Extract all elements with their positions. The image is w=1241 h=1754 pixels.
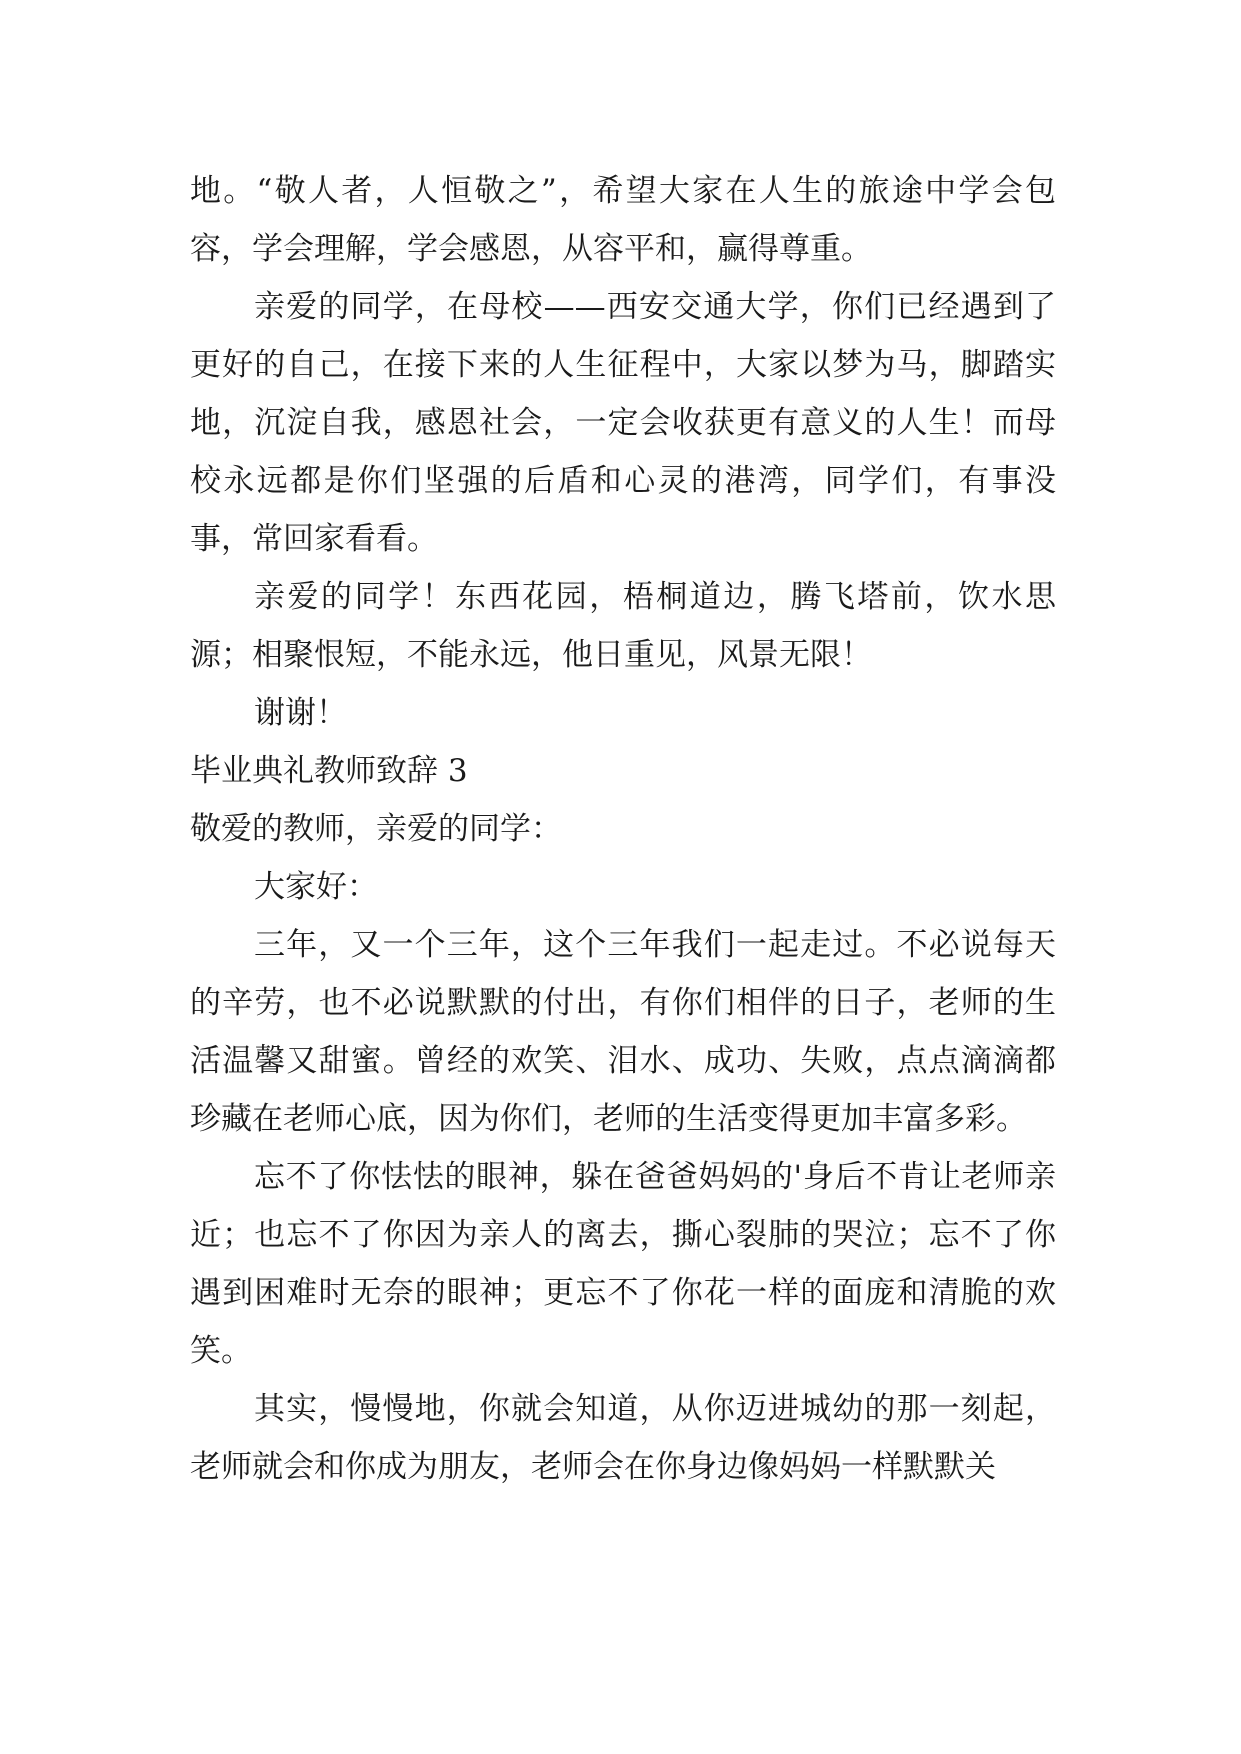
- paragraph-1: 地。“敬人者，人恒敬之”，希望大家在人生的旅途中学会包容，学会理解，学会感恩，从容平和，赢得尊重。: [190, 173, 1056, 267]
- section-heading: 毕业典礼教师致辞 3: [190, 753, 468, 789]
- paragraph-10: 其实，慢慢地，你就会知道，从你迈进城幼的那一刻起，老师就会和你成为朋友，老师会在你身边像妈妈一样默默关: [190, 1391, 1056, 1485]
- greeting: 大家好：: [254, 869, 378, 905]
- paragraph-9: 忘不了你怯怯的眼神，躲在爸爸妈妈的'身后不肯让老师亲近；也忘不了你因为亲人的离去，撕心裂肺的哭泣；忘不了你遇到困难时无奈的眼神；更忘不了你花一样的面庞和清脆的欢笑。: [190, 1159, 1056, 1369]
- paragraph-3: 亲爱的同学！东西花园，梧桐道边，腾飞塔前，饮水思源；相聚恨短，不能永远，他日重见，风景无限！: [190, 579, 1056, 673]
- document-body: [190, 162, 1056, 1496]
- paragraph-2: 亲爱的同学，在母校——西安交通大学，你们已经遇到了更好的自己，在接下来的人生征程中，大家以梦为马，脚踏实地，沉淀自我，感恩社会，一定会收获更有意义的人生！而母校永远都是你们坚强的后盾和心灵的港湾，同学们，有事没事，常回家看看。: [190, 289, 1056, 557]
- salutation: 敬爱的教师，亲爱的同学：: [190, 811, 562, 847]
- paragraph-8: 三年，又一个三年，这个三年我们一起走过。不必说每天的辛劳，也不必说默默的付出，有你们相伴的日子，老师的生活温馨又甜蜜。曾经的欢笑、泪水、成功、失败，点点滴滴都珍藏在老师心底，因为你们，老师的生活变得更加丰富多彩。: [190, 927, 1056, 1137]
- paragraph-4: 谢谢！: [254, 695, 347, 731]
